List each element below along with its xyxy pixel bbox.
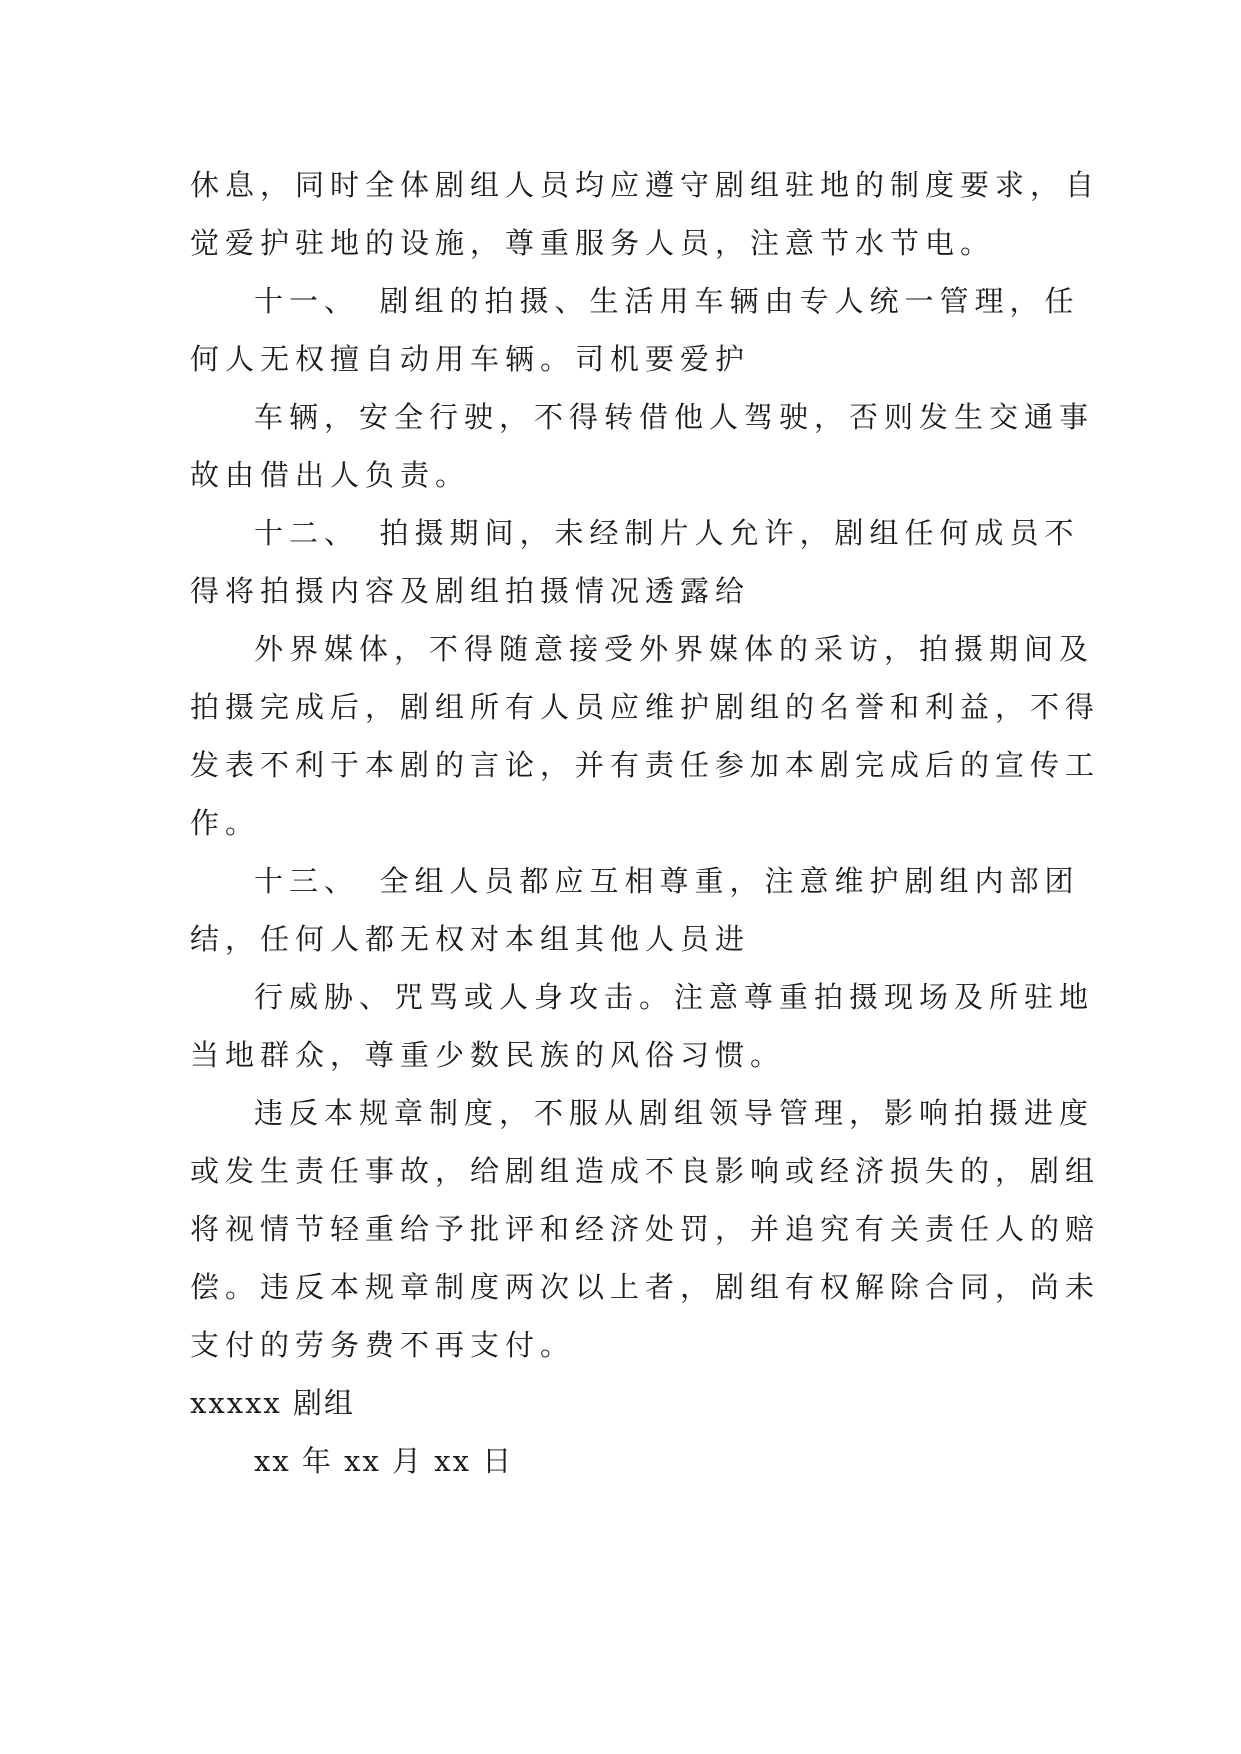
text-line: 结，任何人都无权对本组其他人员进 [190, 922, 751, 956]
text-line: 当地群众，尊重少数民族的风俗习惯。 [190, 1038, 786, 1072]
text-line: 发表不利于本剧的言论，并有责任参加本剧完成后的宣传工 [190, 748, 1101, 782]
text-line: 休息，同时全体剧组人员均应遵守剧组驻地的制度要求，自 [190, 168, 1101, 202]
text-line: 拍摄完成后，剧组所有人员应维护剧组的名誉和利益，不得 [190, 690, 1101, 724]
text-line: 十二、 拍摄期间，未经制片人允许，剧组任何成员不 [254, 516, 1080, 550]
text-line: 违反本规章制度，不服从剧组领导管理，影响拍摄进度 [254, 1096, 1095, 1130]
text-line: 何人无权擅自动用车辆。司机要爱护 [190, 342, 751, 376]
signature-organization: xxxxx 剧组 [190, 1386, 355, 1420]
text-line: 支付的劳务费不再支付。 [190, 1328, 576, 1362]
text-line: 十三、 全组人员都应互相尊重，注意维护剧组内部团 [254, 864, 1080, 898]
text-line: 偿。违反本规章制度两次以上者，剧组有权解除合同，尚未 [190, 1270, 1101, 1304]
signature-date: xx 年 xx 月 xx 日 [254, 1444, 514, 1478]
text-line: 故由借出人负责。 [190, 458, 471, 492]
text-line: 将视情节轻重给予批评和经济处罚，并追究有关责任人的赔 [190, 1212, 1101, 1246]
text-line: 车辆，安全行驶，不得转借他人驾驶，否则发生交通事 [254, 400, 1095, 434]
text-line: 作。 [190, 806, 261, 840]
text-line: 十一、 剧组的拍摄、生活用车辆由专人统一管理，任 [254, 284, 1080, 318]
document-body [190, 156, 1101, 1490]
text-line: 外界媒体，不得随意接受外界媒体的采访，拍摄期间及 [254, 632, 1095, 666]
text-line: 或发生责任事故，给剧组造成不良影响或经济损失的，剧组 [190, 1154, 1101, 1188]
text-line: 行威胁、咒骂或人身攻击。注意尊重拍摄现场及所驻地 [254, 980, 1095, 1014]
text-line: 觉爱护驻地的设施，尊重服务人员，注意节水节电。 [190, 226, 996, 260]
text-line: 得将拍摄内容及剧组拍摄情况透露给 [190, 574, 751, 608]
